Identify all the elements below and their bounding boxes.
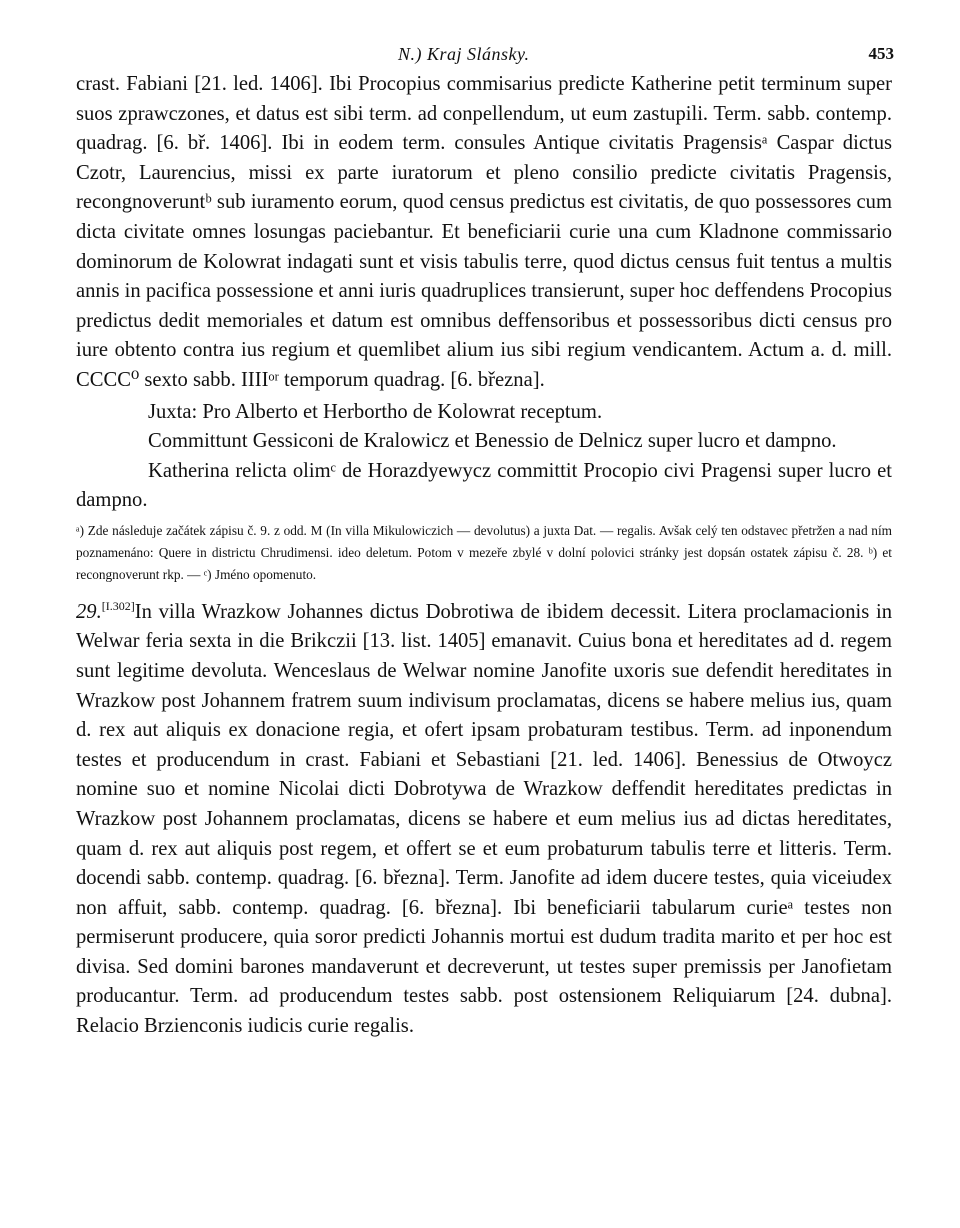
paragraph-juxta: Juxta: Pro Alberto et Herbortho de Kolowrat receptum.: [148, 400, 603, 423]
entry-text: In villa Wrazkow Johannes dictus Dobrotiwa de ibidem decessit. Litera proclamacionis in Welwar feria sexta in die Brikczii [13. list. 1405] emanavit. Cuius bona et hereditates ad d. regem sunt legitime devoluta. Wenceslaus de Welwar nomine Janofite uxoris sue defendit hereditates in Wrazkow post Johannem fratrem suum indivisum proclamatas, dicens se habere melius ius, quam d. rex aut aliquis ex donacione regia, et ofert ipsam probaturam testibus. Term. ad inponendum testes et producendum in crast. Fabiani et Sebastiani [21. led. 1406]. Benessius de Otwoycz nomine suo et nomine Nicolai dicti Dobrotywa de Wrazkow deffendit hereditates predictas in Wrazkow post Johannem proclamatas, dicens se habere et eum melius ius ad dictas hereditates, quam d. rex aut aliquis post regem, et offert se et eum probaturum tabulis terre et litteris. Term. docendi sabb. contemp. quadrag. [6. března]. Term. Janofite ad idem ducere testes, quia viceiudex non affuit, sabb. contemp. quadrag. [6. března]. Ibi beneficiarii tabularum curieᵃ testes non permiserunt producere, quia soror predicti Johannis mortui est dudum tradita marito et per hoc est divisa. Sed domini barones mandaverunt et decreverunt, ut testes super premissis per Janofietam producantur. Term. ad producendum testes sabb. post ostensionem Reliquiarum [24. dubna]. Relacio Brzienconis iudicis curie regalis.: [76, 600, 892, 1038]
document-page: [76, 36, 892, 1042]
page-header: [76, 36, 892, 70]
page-number: 453: [868, 44, 894, 63]
entry-reference: [I.302]: [101, 598, 135, 613]
paragraph-katherina: Katherina relicta olimᶜ de Horazdyewycz committit Procopio civi Pragensi super lucro et dampno.: [76, 459, 892, 512]
footnote-text: ᵃ) Zde následuje začátek zápisu č. 9. z odd. M (In villa Mikulowiczich — devolutus) a juxta Dat. — regalis. Avšak celý ten odstavec přetržen a nad ním poznamenáno: Quere in districtu Chrudimensi. ideo deletum. Potom v mezeře zbylé v dolní polovici stránky jest dopsán ostatek zápisu č. 28. ᵇ) et recongnoverunt rkp. — ᶜ) Jméno opomenuto.: [76, 522, 892, 582]
footnotes: [76, 520, 892, 586]
entry-number: 29.: [76, 600, 102, 623]
paragraph-committunt: Committunt Gessiconi de Kralowicz et Benessio de Delnicz super lucro et dampno.: [148, 430, 837, 453]
entry-29: [76, 592, 892, 1042]
paragraph-continuation: crast. Fabiani [21. led. 1406]. Ibi Procopius commisarius predicte Katherine petit terminum super suos zprawczones, et datus est sibi term. ad conpellendum, ut eum zastupili. Term. sabb. contemp. quadrag. [6. bř. 1406]. Ibi in eodem term. consules Antique civitatis Pragensisᵃ Caspar dictus Czotr, Laurencius, missi ex parte iuratorum et pleno consilio predicte civitatis Pragensis, recongnoveruntᵇ sub iuramento eorum, quod census predictus est civitatis, de quo possessores cum dicta civitate omnes losungas paciebantur. Et beneficiarii curie una cum Kladnone commissario dominorum de Kolowrat indagati sunt et visis tabulis terre, quod dictus census fuit tentus a multis annis in pacifica possessione et anni iuris quadruplices transierunt, super hoc deffendens Procopius predictus dedit memoriales et datum est omnibus deffensoribus et possessoribus dicti census pro iure obtento contra ius regium et quemlibet alium ius sibi regium vendicantem. Actum a. d. mill. CCCC⁰ sexto sabb. IIIIᵒʳ temporum quadrag. [6. března].: [76, 73, 892, 391]
running-title: N.) Kraj Slánsky.: [398, 44, 530, 64]
